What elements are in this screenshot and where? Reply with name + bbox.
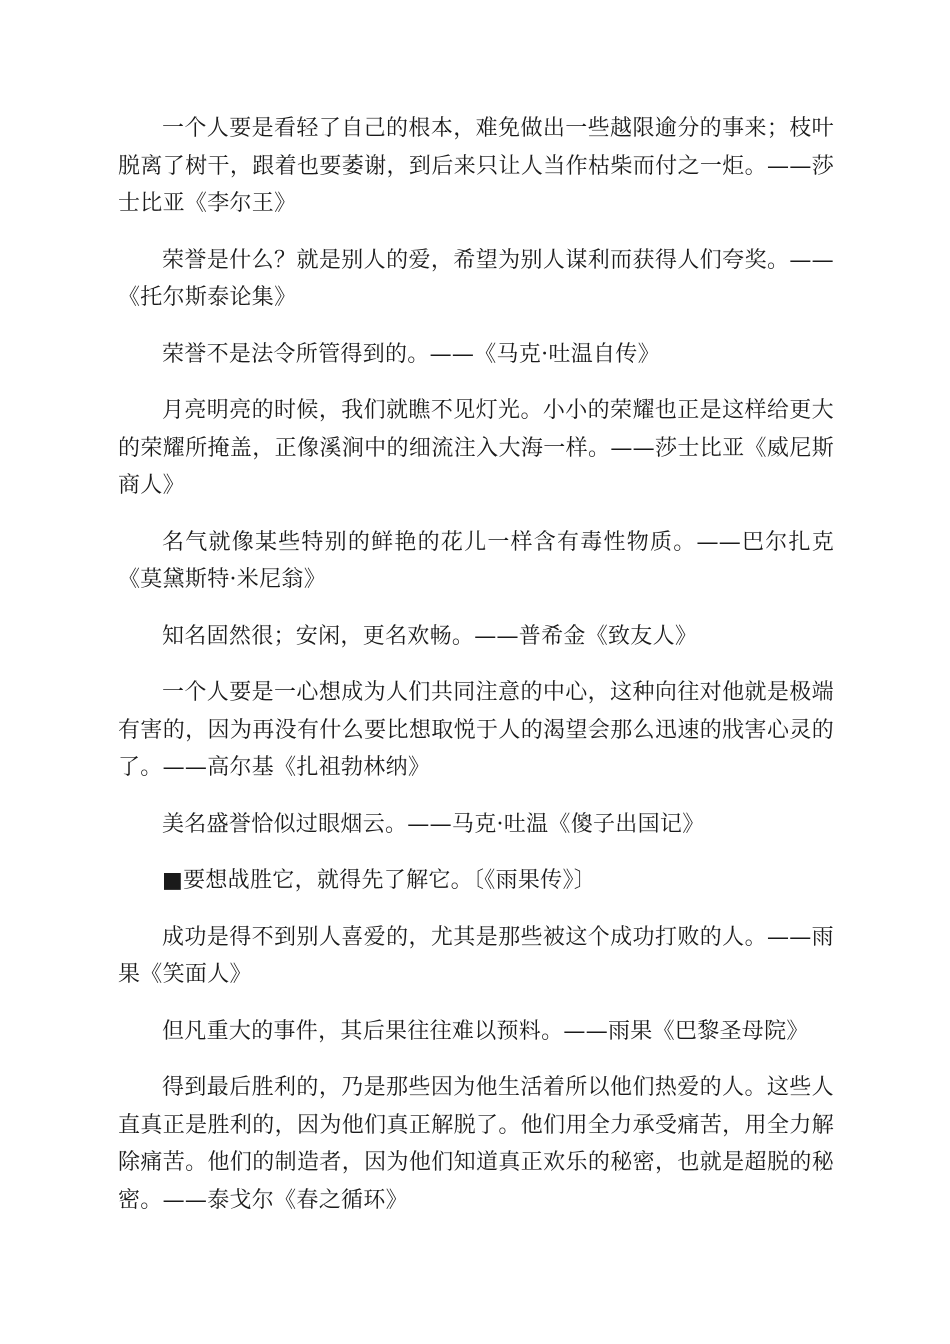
quote-paragraph: 一个人要是看轻了自己的根本，难免做出一些越限逾分的事来；枝叶脱离了树干，跟着也要萎谢，到后来只让人当作枯柴而付之一炬。——莎士比亚《李尔王》: [118, 116, 834, 216]
quote-paragraph: 荣誉是什么？就是别人的爱，希望为别人谋利而获得人们夸奖。——《托尔斯泰论集》: [118, 247, 834, 310]
quote-paragraph: 月亮明亮的时候，我们就瞧不见灯光。小小的荣耀也正是这样给更大的荣耀所掩盖，正像溪涧中的细流注入大海一样。——莎士比亚《威尼斯商人》: [118, 398, 834, 498]
document-body: [118, 110, 834, 1238]
quote-paragraph: 荣誉不是法令所管得到的。——《马克·吐温自传》: [162, 341, 660, 367]
quote-paragraph: ■要想战胜它，就得先了解它。〔《雨果传》〕: [162, 868, 597, 893]
quote-paragraph: 成功是得不到别人喜爱的，尤其是那些被这个成功打败的人。——雨果《笑面人》: [118, 924, 834, 987]
quote-paragraph: 一个人要是一心想成为人们共同注意的中心，这种向往对他就是极端有害的，因为再没有什么要比想取悦于人的渴望会那么迅速的戕害心灵的了。——高尔基《扎祖勃林纳》: [118, 680, 834, 780]
quote-paragraph: 得到最后胜利的，乃是那些因为他生活着所以他们热爱的人。这些人直真正是胜利的，因为他们真正解脱了。他们用全力承受痛苦，用全力解除痛苦。他们的制造者，因为他们知道真正欢乐的秘密，也就是超脱的秘密。——泰戈尔《春之循环》: [118, 1075, 834, 1213]
quote-paragraph: 但凡重大的事件，其后果往往难以预料。——雨果《巴黎圣母院》: [162, 1018, 809, 1044]
quote-paragraph: 美名盛誉恰似过眼烟云。——马克·吐温《傻子出国记》: [162, 811, 705, 837]
quote-paragraph: 名气就像某些特别的鲜艳的花儿一样含有毒性物质。——巴尔扎克《莫黛斯特·米尼翁》: [118, 529, 834, 592]
quote-paragraph: 知名固然很；安闲，更名欢畅。——普希金《致友人》: [162, 623, 698, 649]
